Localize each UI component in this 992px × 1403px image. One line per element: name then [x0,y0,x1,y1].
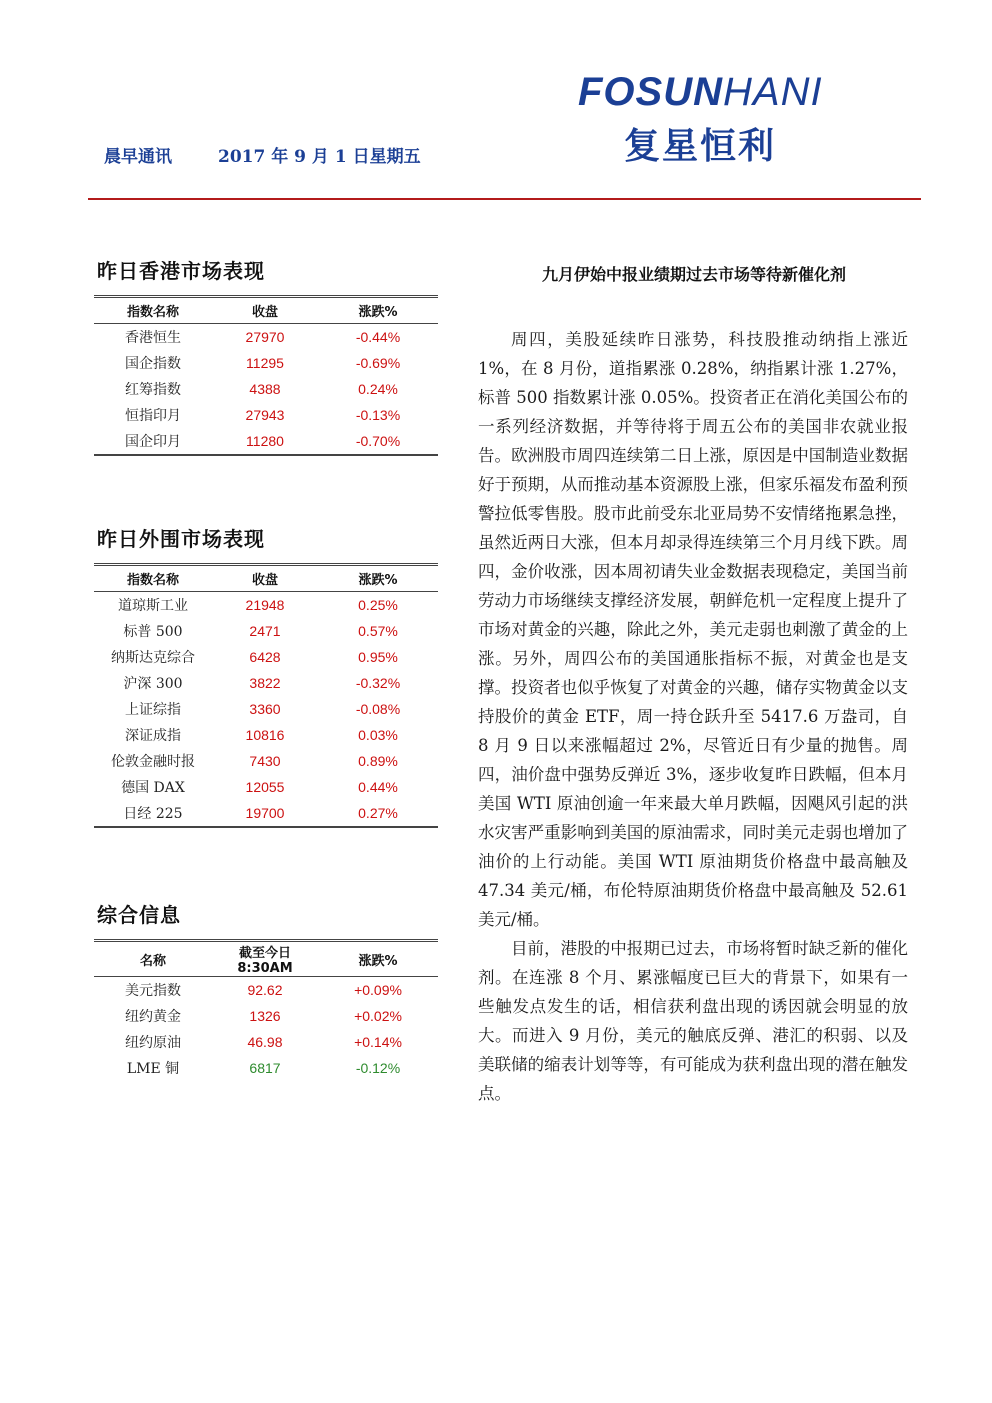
table-row [94,774,438,800]
close-value: 11295 [246,355,284,371]
index-name: 标普 500 [123,624,183,640]
table-row [94,748,438,774]
logo-en-light: HANI [723,70,823,114]
index-name: 道琼斯工业 [118,598,188,614]
col-header: 收盘 [212,297,318,324]
col-header: 指数名称 [94,297,212,324]
col-header: 涨跌% [318,297,438,324]
current-value: 6817 [249,1060,281,1076]
table-row [94,1029,438,1055]
close-value: 4388 [249,381,281,397]
index-name: 伦敦金融时报 [111,754,195,770]
info-table [94,939,438,1081]
col-header: 涨跌% [318,565,438,592]
change-pct: -0.13% [355,407,401,423]
close-value: 11280 [212,428,318,455]
close-value: 21948 [245,597,285,613]
change-pct: -0.44% [355,329,401,345]
current-value: 1326 [249,1008,281,1024]
col-header: 涨跌% [318,941,438,977]
table-row [94,618,438,644]
close-value: 12055 [245,779,285,795]
table-row [94,592,438,619]
article-title: 九月伊始中报业绩期过去市场等待新催化剂 [541,265,846,284]
change-pct: 0.25% [358,597,398,613]
info-title: 综合信息 [97,903,181,927]
close-value: 3822 [249,675,281,691]
close-value: 7430 [249,753,281,769]
change-pct: -0.32% [355,675,401,691]
index-name: 香港恒生 [125,330,181,346]
item-name: 纽约黄金 [125,1009,181,1025]
current-value: 92.62 [247,982,283,998]
header-divider [88,198,921,200]
close-value: 27943 [245,407,285,423]
index-name: 国企印月 [94,428,212,455]
table-row [94,644,438,670]
global-market-table [94,563,438,828]
table-row [94,1055,438,1081]
table-row [94,670,438,696]
col-header: 收盘 [212,565,318,592]
index-name: 德国 DAX [121,780,185,796]
current-value: 46.98 [247,1034,283,1050]
close-value: 19700 [212,800,318,827]
table-row [94,324,438,351]
change-pct: -0.70% [318,428,438,455]
hk-market-title: 昨日香港市场表现 [97,259,265,283]
table-row [94,350,438,376]
item-name: LME 铜 [126,1061,180,1077]
index-name: 上证综指 [125,702,181,718]
index-name: 日经 225 [94,800,212,827]
table-row [94,402,438,428]
index-name: 沪深 300 [123,676,183,692]
change-pct: -0.69% [355,355,401,371]
change-pct: 0.27% [318,800,438,827]
index-name: 红筹指数 [125,382,181,398]
article-paragraph: 目前，港股的中报期已过去，市场将暂时缺乏新的催化剂。在连涨 8 个月、累涨幅度已巨大的背景下，如果有一些触发点发生的话，相信获利盘出现的诱因就会明显的放大。而进入 9 月份，美元的触底反弹、港汇的积弱、以及美联储的缩表计划等等，有可能成为获利盘出现的潜在触发点。 [478,939,908,1103]
change-pct: -0.12% [355,1060,401,1076]
logo-wordmark [578,70,823,115]
close-value: 27970 [245,329,285,345]
global-market-title: 昨日外围市场表现 [97,527,265,551]
table-row [94,1003,438,1029]
col-header: 截至今日 8:30AM [212,941,318,977]
logo-chinese: 复星恒利 [624,126,777,167]
table-row [94,977,438,1004]
table-row [94,722,438,748]
article-paragraph: 周四，美股延续昨日涨势，科技股推动纳指上涨近 1%，在 8 月份，道指累涨 0.28%，纳指累计涨 1.27%，标普 500 指数累计涨 0.05%。投资者正在消化美国公布的一系列经济数据，并等待将于周五公布的美国非农就业报告。欧洲股市周四连续第二日上涨，原因是中国制造业数据好于预期，从而推动基本资源股上涨，但家乐福发布盈利预警拉低零售股。股市此前受东北亚局势不安情绪拖累急挫，虽然近两日大涨，但本月却录得连续第三个月月线下跌。周四，金价收涨，因本周初请失业金数据表现稳定，美国当前劳动力市场继续支撑经济发展，朝鲜危机一定程度上提升了市场对黄金的兴趣，除此之外，美元走弱也刺激了黄金的上涨。另外，周四公布的美国通胀指标不振，对黄金也是支撑。投资者也似乎恢复了对黄金的兴趣，储存实物黄金以支持股价的黄金 ETF，周一持仓跃升至 5417.6 万盎司，自 8 月 9 日以来涨幅超过 2%，尽管近日有少量的抛售。周四，油价盘中强势反弹近 3%，逐步收复昨日跌幅，但本月美国 WTI 原油创逾一年来最大单月跌幅，因飓风引起的洪水灾害严重影响到美国的原油需求，同时美元走弱也增加了油价的上行动能。美国 WTI 原油期货价格盘中最高触及 47.34 美元/桶，布伦特原油期货价格盘中最高触及 52.61 美元/桶。 [478,330,908,929]
change-pct: +0.09% [354,982,402,998]
table-row [94,800,438,827]
col-header: 指数名称 [94,565,212,592]
close-value: 3360 [249,701,281,717]
fosun-hani-logo [578,70,878,167]
index-name: 深证成指 [125,728,181,744]
report-header [104,142,421,167]
change-pct: 0.24% [358,381,398,397]
change-pct: 0.95% [358,649,398,665]
change-pct: 0.44% [358,779,398,795]
change-pct: 0.57% [358,623,398,639]
change-pct: 0.89% [358,753,398,769]
change-pct: -0.08% [355,701,401,717]
change-pct: +0.14% [354,1034,402,1050]
report-date: 2017 年 9 月 1 日星期五 [218,147,421,167]
close-value: 10816 [245,727,285,743]
table-row [94,696,438,722]
article-body [478,325,908,1108]
table-row [94,376,438,402]
change-pct: 0.03% [358,727,398,743]
table-row [94,428,438,455]
hk-market-table [94,295,438,456]
close-value: 6428 [249,649,281,665]
index-name: 国企指数 [125,356,181,372]
col-header: 名称 [94,941,212,977]
item-name: 纽约原油 [125,1035,181,1051]
logo-en-bold: FOSUN [578,70,723,114]
change-pct: +0.02% [354,1008,402,1024]
close-value: 2471 [249,623,281,639]
index-name: 恒指印月 [125,408,181,424]
item-name: 美元指数 [125,983,181,999]
index-name: 纳斯达克综合 [111,650,195,666]
newsletter-name: 晨早通讯 [104,147,172,167]
